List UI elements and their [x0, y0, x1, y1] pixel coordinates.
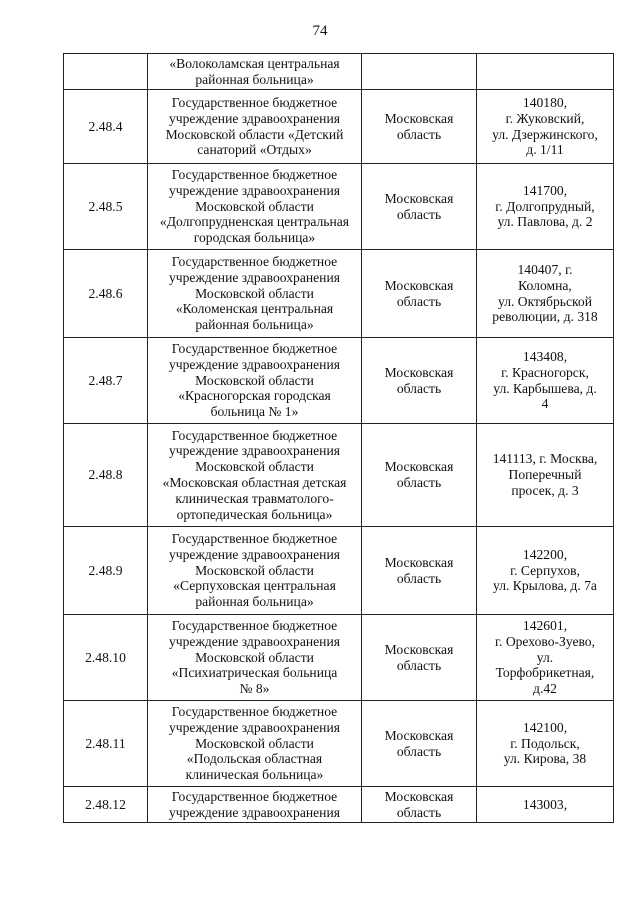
- table-row: [64, 164, 614, 250]
- table-row: [64, 527, 614, 615]
- row-number: 2.48.12: [64, 787, 148, 823]
- institution-name: Государственное бюджетное учреждение здравоохранения Московской области «Психиатрическая больница № 8»: [148, 615, 362, 701]
- address: 142100, г. Подольск, ул. Кирова, 38: [477, 701, 614, 787]
- region: Московская область: [362, 90, 477, 164]
- institution-name: Государственное бюджетное учреждение здравоохранения Московской области «Долгопрудненская центральная городская больница»: [148, 164, 362, 250]
- page-number: 74: [312, 23, 328, 39]
- address: 140407, г. Коломна, ул. Октябрьской революции, д. 318: [477, 250, 614, 338]
- row-number: 2.48.4: [64, 90, 148, 164]
- institutions-table-body: [64, 54, 614, 823]
- region: Московская область: [362, 250, 477, 338]
- row-number: 2.48.6: [64, 250, 148, 338]
- address: 143408, г. Красногорск, ул. Карбышева, д. 4: [477, 338, 614, 424]
- address: 143003,: [477, 787, 614, 823]
- table-row: [64, 250, 614, 338]
- address: 140180, г. Жуковский, ул. Дзержинского, д. 1/11: [477, 90, 614, 164]
- region: Московская область: [362, 787, 477, 823]
- address: 142601, г. Орехово-Зуево, ул. Торфобрикетная, д.42: [477, 615, 614, 701]
- table-row: [64, 701, 614, 787]
- institution-name: Государственное бюджетное учреждение здравоохранения Московской области «Московская областная детская клиническая травматолого- ортопедическая больница»: [148, 424, 362, 527]
- row-number: 2.48.8: [64, 424, 148, 527]
- region: Московская область: [362, 701, 477, 787]
- region: Московская область: [362, 338, 477, 424]
- institution-name: Государственное бюджетное учреждение здравоохранения Московской области «Красногорская городская больница № 1»: [148, 338, 362, 424]
- table-row: [64, 54, 614, 90]
- institution-name: Государственное бюджетное учреждение здравоохранения Московской области «Детский санаторий «Отдых»: [148, 90, 362, 164]
- row-number: 2.48.7: [64, 338, 148, 424]
- address: [477, 54, 614, 90]
- region: Московская область: [362, 615, 477, 701]
- table-row: [64, 90, 614, 164]
- address: 141700, г. Долгопрудный, ул. Павлова, д. 2: [477, 164, 614, 250]
- row-number: [64, 54, 148, 90]
- region: Московская область: [362, 424, 477, 527]
- row-number: 2.48.10: [64, 615, 148, 701]
- region: Московская область: [362, 164, 477, 250]
- institution-name: Государственное бюджетное учреждение здравоохранения Московской области «Коломенская центральная районная больница»: [148, 250, 362, 338]
- institution-name: Государственное бюджетное учреждение здравоохранения: [148, 787, 362, 823]
- table-row: [64, 338, 614, 424]
- institutions-table: [63, 53, 614, 823]
- address: 141113, г. Москва, Поперечный просек, д. 3: [477, 424, 614, 527]
- institution-name: Государственное бюджетное учреждение здравоохранения Московской области «Серпуховская центральная районная больница»: [148, 527, 362, 615]
- table-row: [64, 424, 614, 527]
- table-row: [64, 615, 614, 701]
- row-number: 2.48.5: [64, 164, 148, 250]
- table-row: [64, 787, 614, 823]
- address: 142200, г. Серпухов, ул. Крылова, д. 7а: [477, 527, 614, 615]
- region: [362, 54, 477, 90]
- row-number: 2.48.9: [64, 527, 148, 615]
- institution-name: «Волоколамская центральная районная больница»: [148, 54, 362, 90]
- region: Московская область: [362, 527, 477, 615]
- institution-name: Государственное бюджетное учреждение здравоохранения Московской области «Подольская областная клиническая больница»: [148, 701, 362, 787]
- row-number: 2.48.11: [64, 701, 148, 787]
